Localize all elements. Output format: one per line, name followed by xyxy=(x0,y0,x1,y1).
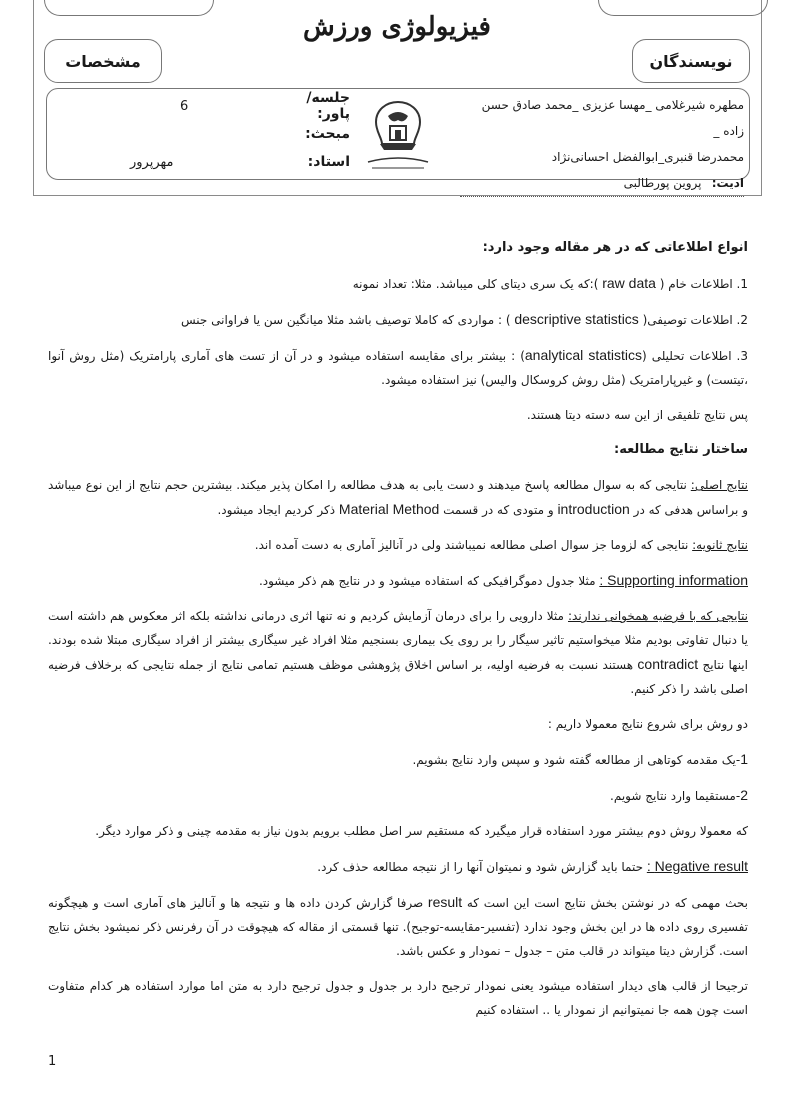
page-number: 1 xyxy=(48,1054,57,1069)
paragraph-contradict xyxy=(48,604,748,701)
authors-block xyxy=(460,92,744,197)
term-latin: introduction xyxy=(557,501,630,517)
paragraph-summary: پس نتایج تلفیقی از این سه دسته دیتا هستند. xyxy=(526,408,748,422)
topic-row xyxy=(60,120,350,148)
paragraph-result-reporting xyxy=(48,890,748,963)
topic-label: مبحث: xyxy=(305,126,350,142)
term-underlined: نتایج ثانویه: xyxy=(692,538,748,552)
editor-line xyxy=(460,170,744,197)
paragraph-supporting-info xyxy=(48,568,748,593)
paragraph-negative-result xyxy=(48,854,748,879)
text: نتایجی که به سوال مطالعه پاسخ میدهند و دست یابی به هدف مطالعه را امکان پذیر میکند. بیشترین حجم نتایج از این نوع میباشد و براساس هدفی که در xyxy=(48,478,748,517)
item-number: 1 xyxy=(740,751,748,767)
text: هستند نسبت به فرضیه اولیه، بر اساس اخلاق پژوهشی موظف هستیم تمامی نتایج از جمله نتایجی که برخلاف فرضیه اصلی باشد را ذکر کنیم. xyxy=(48,658,748,696)
term-underlined: نتایج اصلی: xyxy=(690,478,749,492)
text: مثلا دارویی را برای درمان آزمایش کردیم و نه تنها اثری درمانی نداشته بلکه اثر معکوس هم داشته است یا دنبال تفاوتی بودیم مثلا میخواستیم تاثیر سیگار را بر روی یک بیماری بسنجیم مثلا افراد غیر سیگاری بیشتر از افراد سیگاری مبتلا شده بودند. اینها نتایج xyxy=(48,609,748,672)
teacher-value: مهرپرور xyxy=(130,154,174,170)
heading-structure: ساختار نتایج مطالعه: xyxy=(614,442,748,457)
term-latin: result xyxy=(427,894,463,910)
term-latin: raw data xyxy=(602,275,656,291)
text: نتایجی که لزوما جز سوال اصلی مطالعه نمیباشند ولی در آنالیز آماری به دست آمده اند. xyxy=(254,538,693,552)
editor-label: ادیت: xyxy=(711,176,744,190)
session-row xyxy=(60,92,350,120)
paragraph-main-results xyxy=(48,473,748,522)
text: حتما باید گزارش شود و نمیتوان آنها را از نتیجه مطالعه حذف کرد. xyxy=(317,860,647,874)
teacher-row xyxy=(60,148,350,176)
term-underlined: نتایجی که با فرضیه همخوانی ندارند: xyxy=(568,609,749,623)
session-value: 6 xyxy=(180,98,189,114)
item-number: 2 xyxy=(740,787,748,803)
paragraph-analytical xyxy=(48,343,748,392)
item-number: 2. xyxy=(736,313,748,327)
text: مثلا جدول دموگرافیکی که استفاده میشود و در نتایج هم ذکر میشود. xyxy=(258,574,600,588)
text: بحث مهمی که در نوشتن بخش نتایج است این است که xyxy=(462,896,748,910)
text: -مستقیما وارد نتایج شویم. xyxy=(610,789,741,803)
specs-tab: مشخصات xyxy=(44,39,162,83)
university-logo-icon xyxy=(358,96,438,174)
paragraph-descriptive xyxy=(48,307,748,332)
text: اطلاعات توصیفی( xyxy=(638,313,737,327)
text: ) : بیشتر برای مقایسه استفاده میشود و در آن از تست های آماری پارامتریک (مثل روش آنوا ،تیتست) و غیرپارامتریک (مثل روش کروسکال والیس) نیز استفاده میشود. xyxy=(48,349,748,387)
specs-block xyxy=(60,92,350,176)
editor-value: پروین پورطالبی xyxy=(623,176,702,190)
text: اطلاعات خام ( xyxy=(655,277,737,291)
document-body xyxy=(48,236,748,1033)
teacher-label: استاد: xyxy=(307,154,350,170)
authors-tab: نویسندگان xyxy=(632,39,750,83)
session-label: جلسه/پاور: xyxy=(306,90,350,122)
term-latin: Supporting information : xyxy=(599,572,748,588)
term-latin: contradict xyxy=(637,656,699,672)
paragraph-secondary-results xyxy=(48,533,748,557)
item-number: 1. xyxy=(736,277,748,291)
authors-line-1: مطهره شیرغلامی _مهسا عزیزی _محمد صادق حسن زاده _ xyxy=(481,98,744,138)
paragraph-method-note: که معمولا روش دوم بیشتر مورد استفاده قرار میگیرد که مستقیم سر اصل مطلب برویم بدون نیاز به مقدمه چینی و ذکر موارد دیگر. xyxy=(95,824,748,838)
text: ذکر کردیم ایجاد میشود. xyxy=(217,503,339,517)
page-title: فیزیولوژی ورزش xyxy=(302,12,491,42)
text: ):که یک سری دیتای کلی میباشد. مثلا: تعداد نمونه xyxy=(352,277,603,291)
heading-info-types: انواع اطلاعاتی که در هر مقاله وجود دارد: xyxy=(482,240,748,255)
text: صرفا گزارش کردن داده ها و نتیجه ها و آنالیز های آماری است و هیچگونه تفسیری روی داده ها در این بخش وجود ندارد (تفسیر-مقایسه-توجیح). تنها قسمتی از مقاله که هیچوقت در آن رفرنس ذکر نمیشود بخش نتایج است. گزارش دیتا میتواند در قالب متن – جدول – نمودار و عکس باشد. xyxy=(48,896,748,958)
text: اطلاعات تحلیلی ( xyxy=(642,349,737,363)
term-latin: descriptive statistics xyxy=(514,311,639,327)
authors-line-2: محمدرضا قنبری_ابوالفضل احسانی‌نژاد xyxy=(551,150,744,164)
item-number: 3. xyxy=(736,349,748,363)
text: و متودی که در قسمت xyxy=(439,503,558,517)
text: ) : مواردی که کاملا توصیف باشد مثلا میانگین سن یا فراوانی جنس xyxy=(180,313,515,327)
paragraph-formats: ترجیحا از قالب های دیدار استفاده میشود یعنی نمودار ترجیح دارد بر جدول و جدول ترجیح دارد به متن اما موارد استفاده هر کدام متفاوت است چون همه جا نمیتوانیم از نمودار یا .. استفاده کنیم xyxy=(48,979,748,1017)
term-latin: analytical statistics xyxy=(524,347,643,363)
paragraph-two-methods: دو روش برای شروع نتایج معمولا داریم : xyxy=(547,717,748,731)
text: -یک مقدمه کوتاهی از مطالعه گفته شود و سپس وارد نتایج بشویم. xyxy=(412,753,741,767)
paragraph-raw-data xyxy=(48,271,748,296)
paragraph-method-2 xyxy=(48,783,748,808)
term-latin: Material Method xyxy=(338,501,440,517)
term-latin: Negative result : xyxy=(646,858,748,874)
paragraph-method-1 xyxy=(48,747,748,772)
